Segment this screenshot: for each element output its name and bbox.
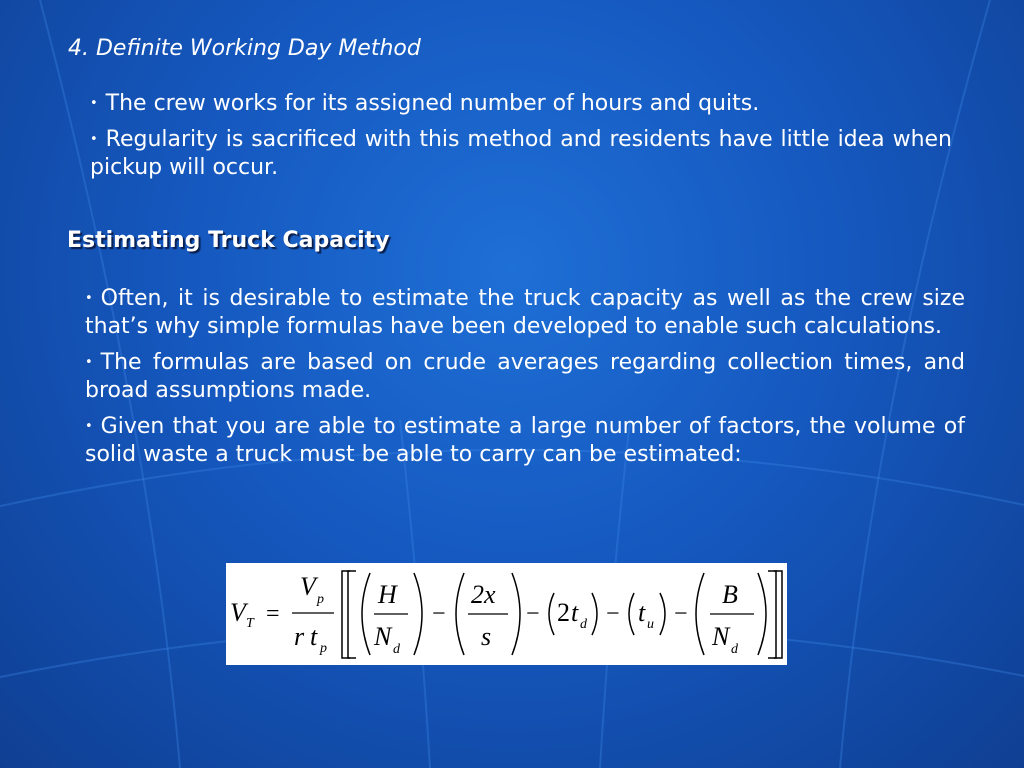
paren-left (629, 593, 634, 635)
minus-sign: − (674, 601, 688, 627)
outer-bracket-right (774, 571, 782, 658)
coef-den-r: r (294, 622, 305, 651)
term2-num: 2x (471, 580, 496, 609)
term3-coef: 2 (557, 598, 570, 627)
bullet-text: Regularity is sacrificed with this method and residents have little idea when pickup will occur. (90, 127, 952, 180)
minus-sign: − (526, 601, 540, 627)
bullet-text: Given that you are able to estimate a large number of factors, the volume of solid waste a truck must be able to carry can be estimated: (85, 414, 965, 467)
paren-left (696, 573, 704, 655)
section2-bullet-list (85, 285, 965, 477)
paren-left (362, 573, 370, 655)
term3-sub: d (580, 617, 587, 632)
truck-capacity-formula (226, 563, 787, 665)
coef-den-sub: p (320, 641, 327, 656)
term5-den-var: N (712, 622, 730, 651)
paren-left (456, 573, 464, 655)
minus-sign: − (606, 601, 620, 627)
bullet-icon: • (90, 96, 98, 111)
bullet-text: Often, it is desirable to estimate the truck capacity as well as the crew size that’s why simple formulas have been developed to enable such calculations. (85, 286, 965, 339)
paren-right (592, 593, 597, 635)
outer-bracket-right-inner (768, 571, 776, 658)
section-heading-definite-working-day: 4. Definite Working Day Method (68, 36, 421, 61)
term5-den-sub: d (731, 642, 738, 657)
bullet-icon: • (90, 132, 98, 147)
term4-sub: u (647, 617, 654, 632)
term5-num: B (722, 580, 738, 609)
list-item (90, 90, 952, 118)
paren-right (758, 573, 766, 655)
list-item (90, 126, 952, 182)
coef-num-sub: p (317, 592, 324, 607)
bullet-icon: • (85, 419, 93, 434)
paren-right (512, 573, 520, 655)
bullet-text: The formulas are based on crude averages regarding collection times, and broad assumptions made. (85, 350, 965, 403)
outer-bracket-left (342, 571, 350, 658)
section1-bullet-list (90, 90, 952, 190)
minus-sign: − (432, 601, 446, 627)
coef-den-t: t (310, 622, 318, 651)
paren-left (549, 593, 554, 635)
outer-bracket-left-inner (348, 571, 356, 658)
coef-num-var: V (300, 572, 316, 601)
term2-den: s (481, 622, 492, 651)
term3-var: t (571, 598, 579, 627)
formula-lhs-var: V (230, 598, 246, 627)
formula-lhs-sub: T (246, 616, 254, 631)
paren-right (414, 573, 422, 655)
list-item (85, 413, 965, 469)
term4-var: t (638, 598, 646, 627)
list-item (85, 285, 965, 341)
bullet-text: The crew works for its assigned number of hours and quits. (105, 91, 760, 116)
term1-den-var: N (374, 622, 392, 651)
bullet-icon: • (85, 355, 93, 370)
list-item (85, 349, 965, 405)
bullet-icon: • (85, 291, 93, 306)
formula-equals: = (266, 601, 280, 627)
section-heading-truck-capacity: Estimating Truck Capacity (67, 228, 390, 253)
term1-den-sub: d (393, 642, 400, 657)
term1-num: H (378, 580, 397, 609)
paren-right (660, 593, 665, 635)
